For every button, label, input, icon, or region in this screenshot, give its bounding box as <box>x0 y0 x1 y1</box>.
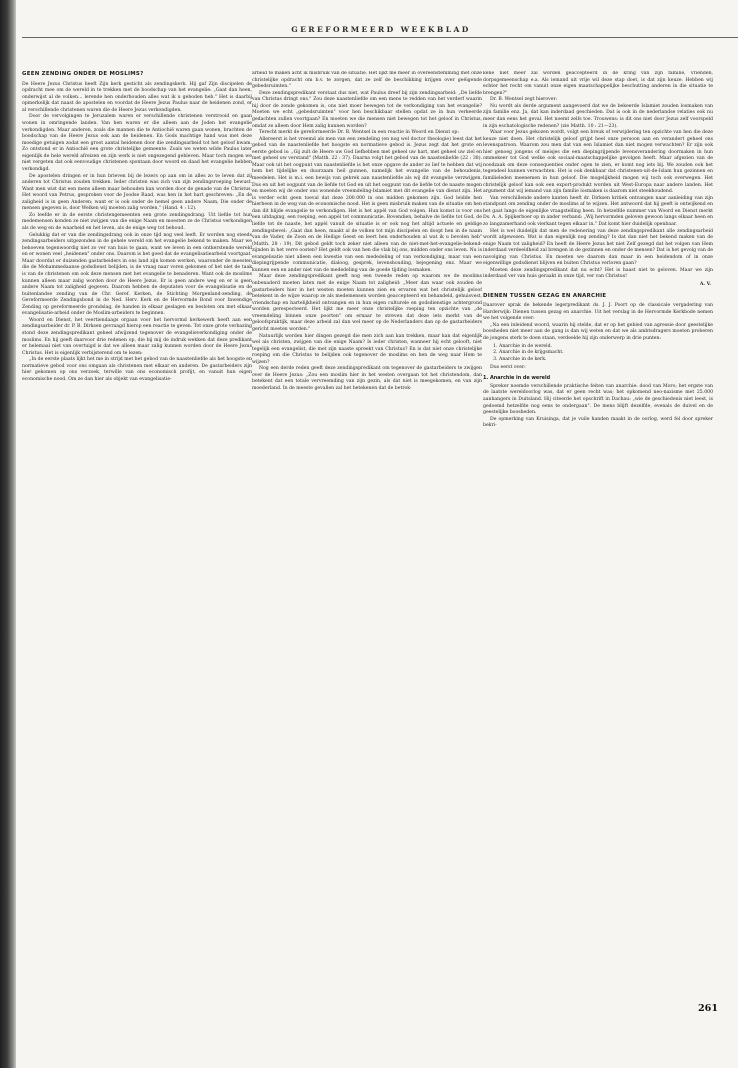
paragraph: „In de eerste plaats lijkt het me in strijd met het gebod van de naastenliefde als het hoogste en normatieve gebod voor ons omgaan als christenen met elkaar en anderen. De gastarbeiders zijn hier gekomen op ons verzoek, terwille van ons economisch profijt, en vanuit hun eigen economische nood. Om ze dan hier als objekt van evangelisatie- <box>22 357 252 382</box>
paragraph: Natuurlijk worden hier dingen gezegd die men zich aan kan trekken, maar kan dat eigenlijk wel als christen, zwijgen van die enige Naam? Is ieder christen, wanneer hij echt gelooft, niet tegelijk een evangelist, die met zijn naaste spreekt van Christus? En is dat niet onze christelijke roeping om die Christus te belijden ook tegenover de moslims en hen de weg naar Hem te wijzen? <box>252 333 482 365</box>
paragraph: Van verschillende andere kanten heeft dr. Dirksen kritiek ontvangen naar aanleiding van zijn standpunt om zending onder de moslims af te wijzen. Het antwoord dat hij geeft is ontwijkend en het gaat langs de eigenlijke vraagstelling heen. In hetzelfde nummer van Woord en Dienst merkt Ds. A. A. Spijkerboer op in ander verband: „Wij hervormden geloven gewoon langs elkaar heen en zo langzamerhand ook vierkant tegen elkaar in." Dat komt hier duidelijk openbaar. <box>483 195 713 227</box>
column-3 <box>483 71 713 991</box>
paragraph: De Heere Jezus Christus heeft Zijn kerk gesticht als zendingskerk. Hij gaf Zijn discipelen de opdracht mee om de wereld in te trekken met de boodschap van het evangelie: „Gaat dan heen, onderwijst al de volken... lerende hen onderhouden alles wat ik u geboden heb." Het is daarbij opmerkelijk dat naast de apostelen en voordat de Heere Jezus Paulus naar de heidenen zond, er al verschillende christenen waren die de Heere Jezus verkondigden. <box>22 81 252 113</box>
paragraph: Waar voor Jezus gekozen wordt, volgt een breuk of verwijdering ten opzichte van hen die deze keuze niet doen. Het christelijk geloof grijpt heel onze persoon aan en verandert geheel ons levenspatroon. Waarom zou men dat van een Islamiet dan niet mogen verwachten? Er zijn ook hier genoeg jongens of meisjes die een diepingrijpende levensverandering doormaken in hun ommekeer tot God welke ook sociaal-maatschappelijke gevolgen heeft. Maar afgezien van de noodzaak om deze consequenties onder ogen te zien, er komt nog iets bij. We zouden ook het tegendeel kunnen verwachten. Het is ook denkbaar dat christenen-uit-de-Islam hun gezinnen en familieleden meenemen in hun geloof. Die mogelijkheid mogen wij toch ook overwegen. Het christelijk geloof kan ook een export-produkt worden uit West-Europa naar andere landen. Het argument dat wij iemand van zijn familie losmaken is daarom niet steekhoudend. <box>483 130 713 195</box>
paragraph: Gelukkig dat er van die zendingsdrang ook in onze tijd nog veel leeft. Er worden nog steeds zendingsarbeiders uitgezonden in de gehele wereld om het evangelie bekend te maken. Maar we behoeven tegenwoordig niet zo ver van huis te gaan, want we leven in een ontkerstende wereld en er wonen veel „heidenen" onder ons. Daarom is het goed dat de evangelisatiearbeid voortgaat. Maar doordat er duizenden gastarbeiders in ons land zijn komen werken, waaronder de meesten die de Mohammedaanse godsdienst belijden, is de vraag naar voren gekomen of het niet de taak is van de christenen om ook deze mensen met het evangelie te benaderen. Want ook de moslims kunnen alleen maar zalig worden door de Heere Jezus. Er is geen andere weg en er is geen andere Naam tot zaligheid gegeven. Daarom hebben de deputaten voor de evangelisatie en de buitenlandse zending van de Chr. Geref. Kerken, de Stichting Morgenland-zending, de Gereformeerde Zendingsbond in de Ned. Herv. Kerk en de Hervormde Bond voor Inwendige Zending op gereformeerde grondslag, de handen in elkaar geslagen en besloten om met elkaar evangelisatie-arbeid onder de Moslim-arbeiders te beginnen. <box>22 232 252 317</box>
author-signature: A. V. <box>699 282 711 287</box>
paragraph: Door de vervolgingen te Jeruzalem waren er verschillende christenen verstrooid en gaan wonen in omringende landen. Van hen waren er die alleen aan de Joden het evangelie verkondigden. Maar anderen, zoals die mannen die te Antiochië waren gaan wonen, brachten de boodschap van de Heere Jezus ook aan de heidenen. En Gods machtige hand was met deze moedige getuigen zodat een groot aantal heidenen door die zendingsarbeid tot het geloof kwam. Zo ontstond er in Antiochië een grote christelijke gemeente. Zoals we weten wilde Paulus later eigenlijk de hele wereld afreizen en zijn werk is niet ongezegend gebleven. Maar toch mogen we niet vergeten dat ook eenvoudige christenen spontaan door woord en daad het evangelie hebben verkondigd. <box>22 114 252 172</box>
paragraph: Moeten deze zendingspredikant dat nu echt? Het is haast niet te geloven. Maar we zijn inderdaad ver van huis geraakt in onze tijd, ver van Christus! <box>483 267 713 280</box>
topic-list <box>499 344 713 364</box>
paragraph: kene niet meer zal worden geaccepteerd in de kring van zijn familie, vrienden, dorpsgemeenschap e.a. Als iemand uit vrije wil deze stap doet, is dat zijn keuze. Hebben wij echter het recht om vanuit onze eigen maatschappelijke beschutting anderen in die situatie te brengen?" <box>483 71 713 96</box>
paragraph: Deze zendingspredikant verstaat dus niet, wat Paulus dreef bij zijn zendingsarbeid: „De liefde van Christus dringt ons." Zou deze naastenliefde om een mens te redden van het verderf waarin hij door de zonde gekomen is, ons niet moer bewegen tot de verkondiging van het evangelie? Moeten we echt „gebedsruimten" voor hen beschikbaar stellen opdat ze in hun verkeerde gedachten zullen voortgaan? En moeten we die mensen niet bewegen tot het geloof in Christus, omdat ze alleen door Hem zalig kunnen worden? <box>252 90 482 129</box>
paragraph: arbeid te maken acht ik misbruik van de situatie. Het lijkt me meer in overeenstemming met onze christelijke opdracht om b.v. te zorgen, dat ze zelf de beschikking krijgen over geëigende gebedsruimten." <box>252 71 482 90</box>
subheading: 1. Anarchie in de wereld <box>483 374 551 381</box>
paragraph: Nog een derde reden geeft deze zendingspredikant om tegenover de gastarbeiders te zwijgen over de Heere Jezus: „Zou een moslim hier in het westen overgaan tot het christendom, dan betekent dat een totale vervreemding van zijn gezin, als dat niet is meegekomen, en van zijn moederland. In de meeste gevallen zal het betekenen dat de betrok- <box>252 366 482 391</box>
list-item: 1. Anarchie in de wereld. <box>499 344 713 351</box>
column-1 <box>22 71 252 991</box>
column-2 <box>252 71 482 991</box>
paragraph: „Na een inleidend woord, waarin hij stelde, dat er op het gebied van agressie door geestelijke boosheden niet meer aan de gang is dan wij weten en dat we als ambtsdragers moeten proberen de jongens sterk te doen staan, verdeelde hij zijn onderwerp in drie punten: <box>483 322 713 342</box>
list-item: 2. Anarchie in de krijgsmacht. <box>499 350 713 357</box>
paragraph: Daarover sprak de bekende legerpredikant ds. J. J. Poort op de classicale vergadering van Harderwijk: Dienen tussen gezag en anarchie. Uit het verslag in de Hervormde Kerkbode nemen we het volgende over: <box>483 303 713 322</box>
running-head: GEREFORMEERD WEEKBLAD <box>291 25 471 34</box>
paragraph: Nu wordt als derde argument aangevoerd dat we de bekeerde Islamiet zouden losmaken van zijn familie enz. Ja, dat kan inderdaad geschieden. Dat is ook in de nederlandse relaties ook nu meer dan eens het geval. Het noemt zelfs toe. Trouwens: is dit ons niet door Jezus zelf voorspeld in zijn eschatologische redenen? (zie Matth. 10 : 21—23). <box>483 103 713 129</box>
paragraph: Woord en Dienst, het veertiendaags orgaan voor het hervormd kerkewerk heeft aan een zendingsarbeider dr. P. B. Dirksen gevraagd hierop een reactie te geven. Tot onze grote verbazing stond deze zendingspredikant geheel afwijzend tegenover de evangelieverkondiging onder de moslims. En hij geeft daarvoor drie redenen op, die bij mij de indruk wekken dat deze predikant er helemaal niet van overtuigd is dat we alleen maar zalig kunnen worden door de Heere Jezus Christus. Het is eigenlijk verbijsterend om te lezen: <box>22 317 252 356</box>
paragraph: De opmerking van Kruisinga, dat je vuile handen maakt in de oorlog, werd fel door spreker bekri- <box>483 416 713 429</box>
paragraph: Dus eerst over: <box>490 365 526 371</box>
paragraph: Dr. B. Wentsel zegt hierover: <box>490 97 558 103</box>
paragraph: Het is wel duidelijk dat men de redenering van deze zendingspredikant alle zendingsarbeid wordt afgewezen. Wat is dan eigenlijk nog zending? Is dat dan niet het bekend maken van de enige Naam tot zaligheid? En heeft de Heere Jezus het niet Zelf gezegd dat het volgen van Hem inderdaad verdeeldheid zal brengen in de gezinnen en onder de mensen? Dat is het gevolg van de navolging van Christus. En moeten we daarom dan maar in een heidendom of in onze eigenwillige godsdienst blijven en buiten Christus verloren gaan? <box>483 228 713 267</box>
article-title: GEEN ZENDING ONDER DE MOSLIMS? <box>22 71 144 77</box>
paragraph: Maar deze zendingspredikant geeft nog een tweede reden op waarom we de moslims onbenaderd moeten laten met de enige Naam tot zaligheid: „Meer dan waar ook zouden de gastarbeiders hier in het westen moeten kunnen zien en ervaren wat het christelijk geloof betekent in de wijze waarop ze als medemensen worden geaccepteerd en behandeld, gehuisvest, vriendschap en hartelijkheid ontvangen en in hun eigen culturele en godsdienstige achtergrond worden gerespecteerd. Het lijkt me meer onze christelijke roeping ten opzichte van „de vreemdeling binnen onze poorten" om ernaar te streven dat deze iets merkt van de geloofspraktijk, maar deze arbeid zal dan wel meer op de Nederlanders dan op de gastarbeiders gericht moeten worden." <box>252 274 482 332</box>
paragraph: Terecht merkt de gereformeerde Dr. B. Wentsel in een reactie in Woord en Dienst op: <box>259 130 459 136</box>
paragraph: Zo leefde er in de eerste christengemeenten een grote zendingsdrang. Uit liefde tot hun medemensen konden ze niet zwijgen van die enige Naam en moesten ze de Christus verkondigen als de weg en de waarheid en het leven, als de enige weg tot behoud. <box>22 212 252 232</box>
paragraph: De apostelen dringen er in hun brieven bij de lezers op aan om in alles zo te leven dat zij anderen tot Christus zouden trekken. Ieder christen was zich van zijn zendingsroeping bewust. Want men wist dat een mens alleen maar behouden kan worden door de genade van de Christus. Het woord van Petrus, gesproken voor de Joodse Raad, was hen in het hart geschreven: „En de zaligheid is in geen Anderen; want er is ook onder de hemel geen andere Naam, Die onder de mensen gegeven is, door Welken wij moeten zalig worden," (Hand. 4 : 12). <box>22 173 252 212</box>
paragraph: Allereerst is het vreemd als men van een zendeling (en nog wel doctor theologie) leest dat het gebod van de naastenliefde het hoogste en normatieve gebod is. Jezus zegt dat het grote en eerste gebod is: „Gij zult de Heere uw God liefhebben met geheel uw hart, met geheel uw ziel en met geheel uw verstand" (Matth. 22 : 37). Daarna volgt het gebod van de naastenliefde (22 : 38). Maar ook uit het oogpunt van naastenliefde is het onze opgave de ander zo lief te hebben dat wij hem het tijdelijke en duurzaam heil gunnen, namelijk het evangelie van de behoudenis, meedelen. Het is m.i. een bewijs van gebrek aan naastenliefde als wij dit evangelie verzwijgen. Dus en uit het oogpunt van de liefde tot God en uit het oogpunt van de liefde tot de naaste mogen en moeten wij de onder ons wonende vreemdeling-Islamiet met dit evangelie van dienst zijn. Het is verder echt geen toeval dat deze 200.000 in ons midden gekomen zijn. God leidde hen hierheen in de weg van de economische nood. Het is geen misbruik maken van de situatie om hen dan dit blijde evangelie te verkondigen. Het is het appèl van God volgen. Hun komst is voor ons een uitdaging, een roeping, een appèl tot communicatie. Bovendien, behalve de liefde tot God, de liefde tot de naaste, het appèl vanuit de situatie is er ook nog het altijd actuele en geldige zendingsbevel: „Gaat dan heen, maakt al de volken tot mijn discipelen en doopt hen in de naam van de Vader, de Zoon en de Heilige Geest en leert hen onderhouden al wat ik u bevolen heb" (Matth. 28 : 19). Dit gebod geldt toch zeker niet alleen van de niet-met-het-evangelie-bekend-zijnden in het verre oosten? Het geldt ook van hen die vlak bij ons, midden onder ons leven. Nu is evangelisatie niet alleen een kwestie van een mededeling of van verkondiging, maar van een diepingrijpende communicatie, dialoog, gesprek, levenshouding, bejegening enz. Maar we kunnen een en ander niet van de mededeling van de goede tijding losmaken. <box>252 136 482 273</box>
header-rule <box>22 37 738 38</box>
article-title-2: DIENEN TUSSEN GEZAG EN ANARCHIE <box>483 292 607 299</box>
binding-shadow <box>0 0 16 1068</box>
list-item: 3. Anarchie in de kerk. <box>499 357 713 364</box>
page-number: 261 <box>698 1003 719 1014</box>
paragraph: Spreker noemde verschillende praktische feiten van anarchie: dood van Moro; het ergste van de laatste wereldoorlog was, dat er geen recht was; het opkomend neo-nazisme met 25.000 aanhangers in Duitsland. Hij citeerde het opschrift in Dachau: „wie de geschiedenis niet leest, is gedoemd hetzelfde nog eens te ondergaan". De mens blijft dezelfde, evenals de duivel en de geestelijke boosheden. <box>483 383 713 416</box>
